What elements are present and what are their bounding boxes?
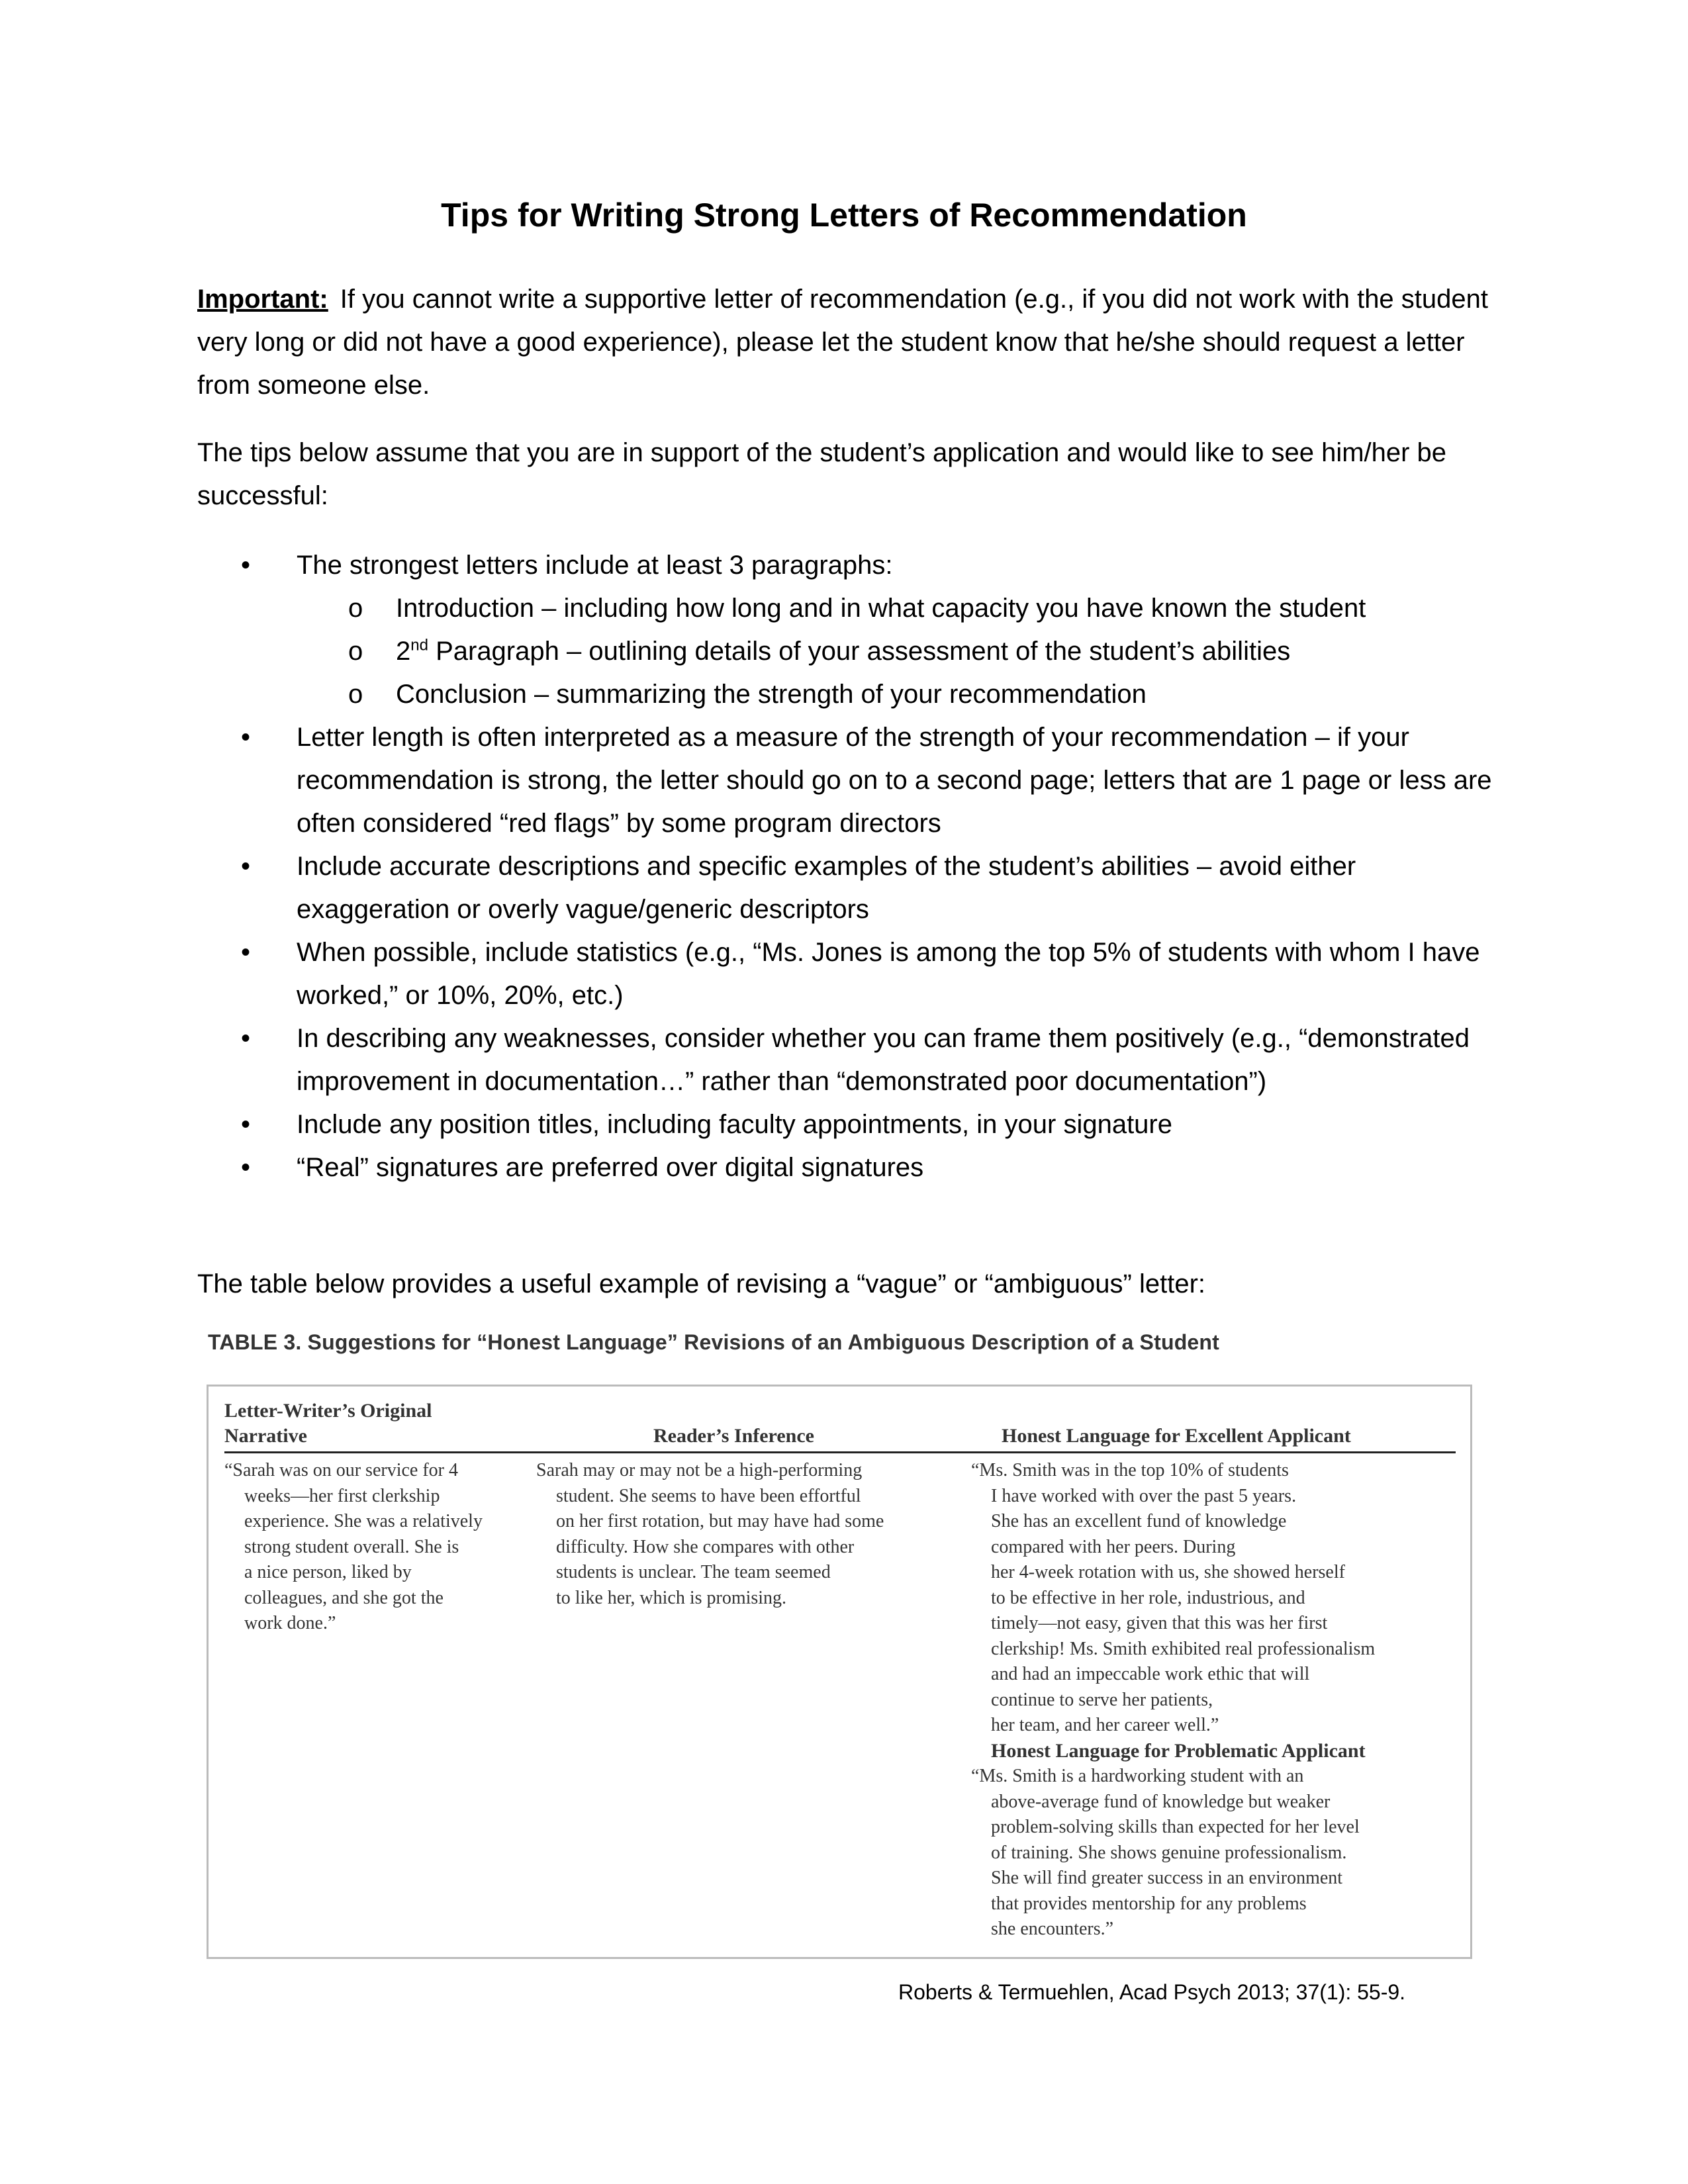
table-cell-line: to like her, which is promising. [556,1587,787,1608]
list-item [197,1146,1495,1189]
ordinal-suffix: nd [410,636,428,655]
important-paragraph [197,278,1495,407]
column-header-inference: Reader’s Inference [653,1425,814,1447]
page-title: Tips for Writing Strong Letters of Recommendation [441,197,1247,234]
table-cell-line: “Ms. Smith is a hardworking student with an [971,1766,1304,1786]
bullet-icon: • [241,1153,251,1182]
list-item [197,1017,1495,1103]
bullet-icon: • [241,551,251,580]
table-cell-line: to be effective in her role, industrious, and [991,1587,1305,1608]
list-item-text: Include any position titles, including faculty appointments, in your signature [297,1110,1172,1139]
table-cell-line: students is unclear. The team seemed [556,1562,831,1582]
table-cell-line: on her first rotation, but may have had some [556,1511,884,1531]
table-cell-line: student. She seems to have been effortful [556,1485,861,1506]
table-cell-line: experience. She was a relatively [244,1511,483,1531]
table-cell-line: a nice person, liked by [244,1562,412,1582]
list-item-text: Include accurate descriptions and specific examples of the student’s abilities – avoid either exaggeration or overly vague/generic descriptors [297,852,1356,924]
list-item-text: Letter length is often interpreted as a measure of the strength of your recommendation – if your recommendation is strong, the letter should go on to a second page; letters that are 1 page or less are often considered “red flags” by some program directors [297,723,1492,838]
table-header-rule [224,1451,1456,1453]
tips-list [197,544,1495,1189]
table-cell-line: “Sarah was on our service for 4 [224,1460,458,1480]
table-cell-line: problem-solving skills than expected for her level [991,1817,1360,1837]
sublist-item-text: Introduction – including how long and in what capacity you have known the student [396,594,1366,623]
table-cell-line: and had an impeccable work ethic that will [991,1664,1310,1684]
table-cell-line: weeks—her first clerkship [244,1485,440,1506]
sublist-item [197,587,1495,630]
table-cell-line: Sarah may or may not be a high-performing [536,1460,863,1480]
column-header-original [224,1398,432,1449]
bullet-icon: • [241,1110,251,1139]
list-item [197,716,1495,845]
bullet-icon: • [241,723,251,752]
table-cell-line: her team, and her career well.” [991,1715,1219,1735]
column-header-excellent: Honest Language for Excellent Applicant [1002,1425,1351,1447]
table-cell-line: she encounters.” [991,1919,1114,1939]
table-cell-line: She will find greater success in an environment [991,1868,1343,1888]
table-cell-original [224,1458,483,1637]
list-item-text: The strongest letters include at least 3 paragraphs: [297,551,893,580]
table-cell-line: compared with her peers. During [991,1536,1236,1557]
bullet-icon: • [241,1024,251,1053]
list-item [197,544,1495,716]
header-line: Letter-Writer’s Original [224,1400,432,1422]
table-cell-line: I have worked with over the past 5 years. [991,1485,1297,1506]
table-cell-line: colleagues, and she got the [244,1587,444,1608]
sublist-item-text: Conclusion – summarizing the strength of your recommendation [396,680,1147,709]
list-item-text: When possible, include statistics (e.g., “Ms. Jones is among the top 5% of students with whom I have worked,” or 10%, 20%, etc.) [297,938,1480,1010]
sublist-item [197,673,1495,716]
list-item [197,845,1495,931]
list-item-text: In describing any weaknesses, consider whether you can frame them positively (e.g., “demonstrated improvement in documentation…” rather than “demonstrated poor documentation”) [297,1024,1470,1096]
ordinal-number: 2 [396,637,411,666]
table-cell-line: She has an excellent fund of knowledge [991,1511,1287,1531]
table-cell-line: of training. She shows genuine professionalism. [991,1842,1347,1863]
table-cell-inference [536,1458,884,1611]
circle-bullet-icon: o [348,594,363,623]
citation: Roberts & Termuehlen, Acad Psych 2013; 37(1): 55-9. [898,1980,1406,2004]
table-intro-paragraph: The table below provides a useful example of revising a “vague” or “ambiguous” letter: [197,1269,1206,1298]
table-cell-line: difficulty. How she compares with other [556,1536,855,1557]
paragraph-sublist [297,587,1495,716]
list-item [197,1103,1495,1146]
sublist-item [197,630,1495,673]
table-cell-line: continue to serve her patients, [991,1689,1213,1710]
table-cell-line: strong student overall. She is [244,1536,459,1557]
header-line: Narrative [224,1425,307,1447]
bullet-icon: • [241,938,251,967]
table-cell-excellent [971,1458,1375,1942]
example-table [207,1385,1472,1959]
table-caption: TABLE 3. Suggestions for “Honest Language” Revisions of an Ambiguous Description of a Student [208,1330,1220,1354]
circle-bullet-icon: o [348,637,363,666]
list-item [197,931,1495,1017]
table-cell-line: that provides mentorship for any problems [991,1893,1307,1914]
list-item-text: “Real” signatures are preferred over digital signatures [297,1153,924,1182]
table-cell-line: timely—not easy, given that this was her first [991,1613,1328,1633]
table-cell-line: above-average fund of knowledge but weaker [991,1791,1331,1812]
table-cell-line: “Ms. Smith was in the top 10% of students [971,1460,1289,1480]
sublist-item-text: Paragraph – outlining details of your assessment of the student’s abilities [428,637,1291,666]
assumption-paragraph: The tips below assume that you are in support of the student’s application and would like to see him/her be successful: [197,438,1447,510]
table-cell-line: work done.” [244,1613,336,1633]
bullet-icon: • [241,852,251,881]
column-subheader-problematic: Honest Language for Problematic Applicant [991,1739,1366,1762]
table-cell-line: clerkship! Ms. Smith exhibited real professionalism [991,1638,1376,1659]
table-cell-line: her 4-week rotation with us, she showed herself [991,1562,1345,1582]
important-text: If you cannot write a supportive letter of recommendation (e.g., if you did not work with the student very long or did not have a good experience), please let the student know that he/she should request a letter from someone else. [197,285,1489,400]
circle-bullet-icon: o [348,680,363,709]
important-label: Important: [197,285,328,314]
